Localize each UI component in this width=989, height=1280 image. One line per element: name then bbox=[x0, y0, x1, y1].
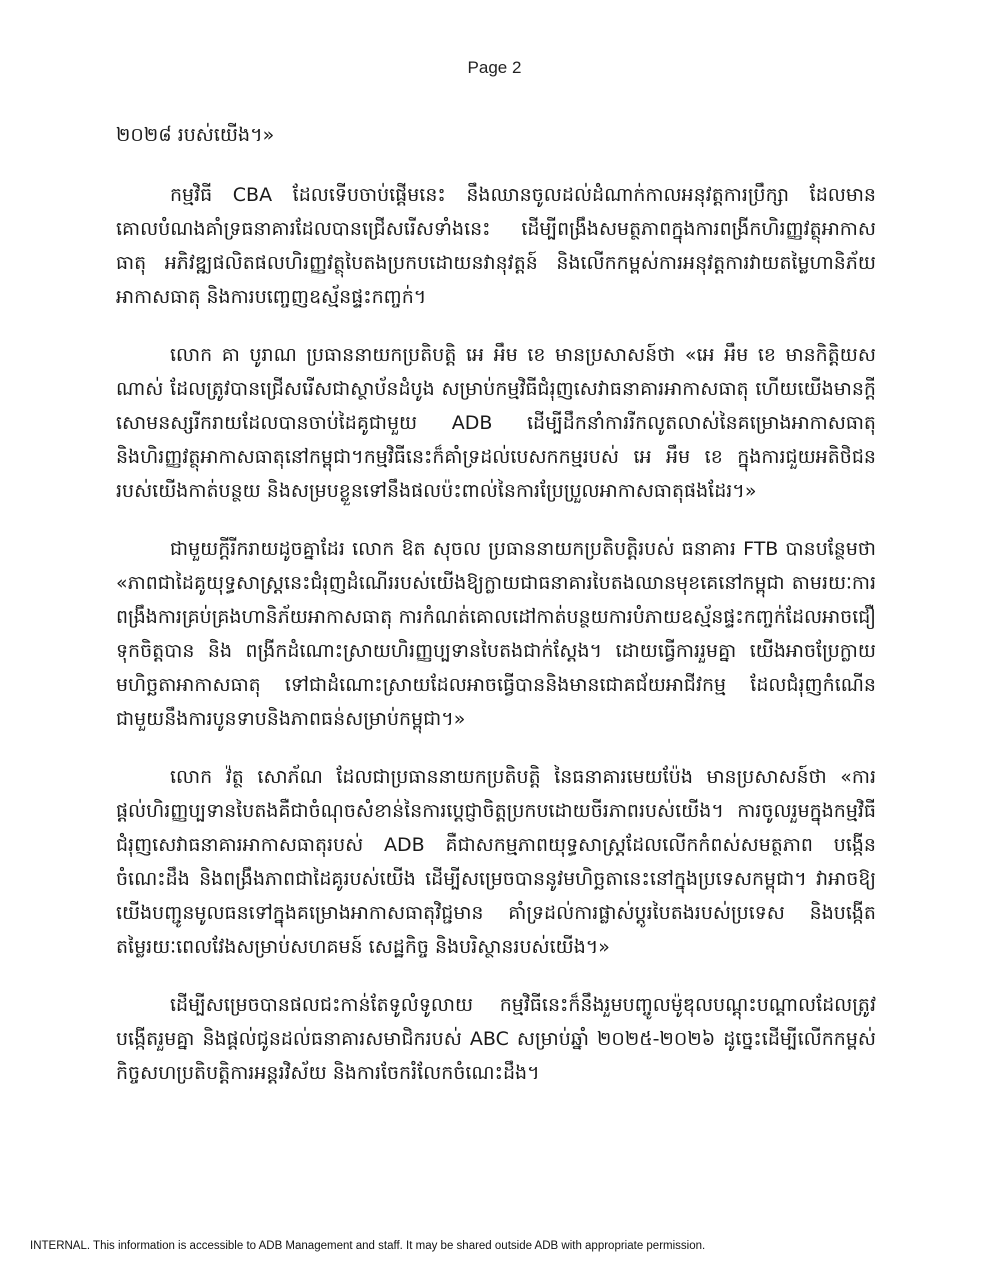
paragraph-amk-quote: លោក គា បូរាណ ប្រធាននាយកប្រតិបត្តិ អេ អឹម ខេ មានប្រសាសន៍ថា «អេ អឹម ខេ មានកិត្តិយសណាស់ ដែលត្រូវបានជ្រើសរើសជាស្ថាប័នដំបូង សម្រាប់កម្មវិធីជំរុញសេវាធនាគារអាកាសធាតុ ហើយយើងមានក្ដីសោមនស្សរីករាយដែលបានចាប់ដៃគូជាមួយ ADB ដើម្បីដឹកនាំការរីកលូតលាស់នៃគម្រោងអាកាសធាតុ និងហិរញ្ញវត្ថុអាកាសធាតុនៅកម្ពុជា។កម្មវិធីនេះក៏គាំទ្រដល់បេសកកម្មរបស់ អេ អឹម ខេ ក្នុងការជួយអតិថិជនរបស់យើងកាត់បន្ថយ និងសម្របខ្លួនទៅនឹងផលប៉ះពាល់នៃការប្រែប្រួលអាកាសធាតុផងដែរ។» bbox=[116, 344, 876, 502]
paragraph-maybank-quote: លោក វ៉ត្ថ សោភ័ណ ដែលជាប្រធាននាយកប្រតិបត្តិ នៃធនាគារមេយប៉ែង មានប្រសាសន៍ថា «ការផ្ដល់ហិរញ្ញប្បទានបៃតងគឺជាចំណុចសំខាន់នៃការប្ដេជ្ញាចិត្តប្រកបដោយចីរភាពរបស់យើង។ ការចូលរួមក្នុងកម្មវិធីជំរុញសេវាធនាគារអាកាសធាតុរបស់ ADB គឺជាសកម្មភាពយុទ្ធសាស្ត្រដែលលើកកំពស់សមត្ថភាព បង្កើនចំណេះដឹង និងពង្រឹងភាពជាដៃគូរបស់យើង ដើម្បីសម្រេចបាននូវមហិច្ឆតានេះនៅក្នុងប្រទេសកម្ពុជា។ វាអាចឱ្យយើងបញ្ជូនមូលធនទៅក្នុងគម្រោងអាកាសធាតុវិជ្ជមាន គាំទ្រដល់ការផ្លាស់ប្ដូរបៃតងរបស់ប្រទេស និងបង្កើតតម្លៃរយៈពេលវែងសម្រាប់សហគមន៍ សេដ្ឋកិច្ច និងបរិស្ថានរបស់យើង។» bbox=[116, 766, 876, 958]
paragraph-training-modules: ដើម្បីសម្រេចបានផលជះកាន់តែទូលំទូលាយ កម្មវិធីនេះក៏នឹងរួមបញ្ចូលម៉ូឌុលបណ្ដុះបណ្ដាលដែលត្រូវបង្កើតរួមគ្នា និងផ្ដល់ជូនដល់ធនាគារសមាជិករបស់ ABC សម្រាប់ឆ្នាំ ២០២៥-២០២៦ ដូច្នេះដើម្បីលើកកម្ពស់កិច្ចសហប្រតិបត្តិការអន្តរវិស័យ និងការចែករំលែកចំណេះដឹង។ bbox=[116, 994, 876, 1084]
paragraph-cba-program: កម្មវិធី CBA ដែលទើបចាប់ផ្ដើមនេះ នឹងឈានចូលដល់ដំណាក់កាលអនុវត្តការប្រឹក្សា ដែលមានគោលបំណងគាំទ្រធនាគារដែលបានជ្រើសរើសទាំងនេះ ដើម្បីពង្រឹងសមត្ថភាពក្នុងការពង្រីកហិរញ្ញវត្ថុអាកាសធាតុ អភិវឌ្ឍផលិតផលហិរញ្ញវត្ថុបៃតងប្រកបដោយនវានុវត្តន៍ និងលើកកម្ពស់ការអនុវត្តការវាយតម្លៃហានិភ័យអាកាសធាតុ និងការបញ្ចេញឧស្ម័នផ្ទះកញ្ចក់។ bbox=[116, 184, 876, 308]
document-body bbox=[116, 118, 876, 1114]
paragraph-continuation: ២០២៨ របស់យើង។» bbox=[116, 124, 275, 146]
classification-footer: INTERNAL. This information is accessible to ADB Management and staff. It may be shared outside ADB with appropriate permission. bbox=[30, 1240, 706, 1252]
page-number: Page 2 bbox=[467, 58, 522, 77]
paragraph-ftb-quote: ជាមួយក្ដីរីករាយដូចគ្នាដែរ លោក ឱត សុចល ប្រធាននាយកប្រតិបត្តិរបស់ ធនាគារ FTB បានបន្ថែមថា «ភាពជាដៃគូយុទ្ធសាស្ត្រនេះជំរុញដំណើររបស់យើងឱ្យក្លាយជាធនាគារបៃតងឈានមុខគេនៅកម្ពុជា តាមរយៈការពង្រឹងការគ្រប់គ្រងហានិភ័យអាកាសធាតុ ការកំណត់គោលដៅកាត់បន្ថយការបំភាយឧស្ម័នផ្ទះកញ្ចក់ដែលអាចជឿទុកចិត្តបាន និង ពង្រីកដំណោះស្រាយហិរញ្ញប្បទានបៃតងជាក់ស្ដែង។ ដោយធ្វើការរួមគ្នា យើងអាចប្រែក្លាយមហិច្ឆតាអាកាសធាតុ ទៅជាដំណោះស្រាយដែលអាចធ្វើបាននិងមានជោគជ័យអាជីវកម្ម ដែលជំរុញកំណើនជាមួយនឹងការបូនទាបនិងភាពធន់សម្រាប់កម្ពុជា។» bbox=[116, 538, 876, 730]
